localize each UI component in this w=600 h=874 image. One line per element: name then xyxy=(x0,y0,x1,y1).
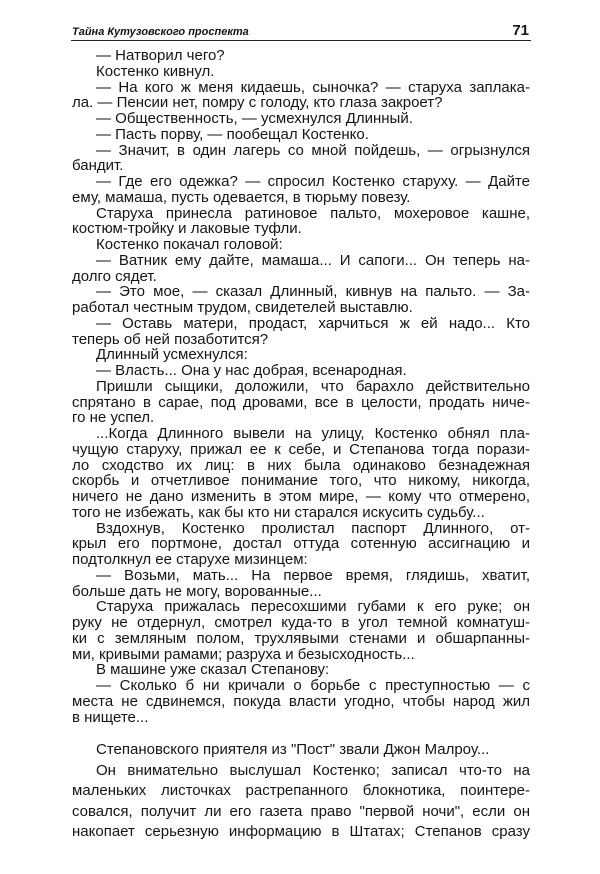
text-line: ничего не дано изменить в этом мире, — кому что отмерено, xyxy=(72,489,530,505)
text-line: ло сходство их лиц: в них была одинаково безнадежная xyxy=(72,457,530,474)
text-line: Степановского приятеля из "Пост" звали Джон Малроу... xyxy=(96,741,490,759)
text-line: ми, кривыми рамами; разруха и безысходность... xyxy=(72,645,415,663)
page-body xyxy=(72,48,530,843)
text-line: Вздохнув, Костенко пролистал паспорт Длинного, от- xyxy=(96,520,530,537)
text-line: накопает серьезную информацию в Штатах; Степанов сразу xyxy=(72,823,530,841)
text-line: работал честным трудом, свидетелей выставлю. xyxy=(72,299,413,316)
text-line: крыл его портмоне, достал оттуда сотенную ассигнацию и xyxy=(72,536,530,552)
text-line: — На кого ж меня кидаешь, сыночка? — старуха заплака- xyxy=(96,79,530,96)
text-line: спрятано в сарае, под дровами, все в целости, продать ниче- xyxy=(72,394,530,411)
text-line: места не сдвинемся, покуда власти угодно, чтобы народ жил xyxy=(72,693,530,710)
text-line: го не успел. xyxy=(72,409,155,427)
text-block-1 xyxy=(72,48,530,725)
text-line: того не избежать, как бы кто ни старался искусить судьбу... xyxy=(72,503,485,521)
text-line: Костенко кивнул. xyxy=(96,62,215,80)
text-line: — Где его одежка? — спросил Костенко старуху. — Дайте xyxy=(96,174,530,190)
text-line: костюм-тройку и лаковые туфли. xyxy=(72,220,302,238)
text-line: Старуха принесла ратиновое пальто, мохеровое кашне, xyxy=(96,205,530,222)
text-line: Длинный усмехнулся: xyxy=(96,346,248,364)
text-line: чущую старуху, прижал ее к себе, и Степанова тогда порази- xyxy=(72,441,530,458)
text-line: долго сядет. xyxy=(72,267,157,285)
text-line: больше дать не могу, ворованные... xyxy=(72,582,322,600)
text-line: — Ватник ему дайте, мамаша... И сапоги... Он теперь на- xyxy=(96,252,530,269)
text-line: совался, получит ли его газета право "первой ночи", если он xyxy=(72,802,530,820)
section-break xyxy=(72,725,530,740)
page-header xyxy=(71,20,531,41)
text-line: Пришли сыщики, доложили, что барахло действительно xyxy=(96,378,530,395)
text-line: — Натворил чего? xyxy=(96,47,225,64)
text-line: руку не отдернул, смотрел куда-то в угол темной комнатуш- xyxy=(72,615,530,631)
text-line: — Это мое, — сказал Длинный, кивнув на пальто. — За- xyxy=(96,284,530,300)
text-line: — Значит, в один лагерь со мной пойдешь, — огрызнулся xyxy=(96,142,530,159)
text-line: теперь об ней позаботится? xyxy=(72,330,269,348)
text-line: ему, мамаша, пусть одевается, в тюрьму повезу. xyxy=(72,188,411,206)
text-line: ла. — Пенсии нет, помру с голоду, кто глаза закроет? xyxy=(72,94,443,112)
text-line: ...Когда Длинного вывели на улицу, Костенко обнял пла- xyxy=(96,426,530,442)
running-title: Тайна Кутузовского проспекта xyxy=(72,26,249,38)
text-line: подтолкнул ее старухе мизинцем: xyxy=(72,551,308,568)
text-line: бандит. xyxy=(72,157,124,175)
text-line: Костенко покачал головой: xyxy=(96,236,283,253)
text-line: — Власть... Она у нас добрая, всенародная. xyxy=(96,362,407,379)
text-line: Он внимательно выслушал Костенко; записал что-то на xyxy=(96,761,530,779)
text-line: маленьких листочках растрепанного блокнотика, поинтере- xyxy=(72,782,530,800)
text-line: — Возьми, мать... На первое время, глядишь, хватит, xyxy=(96,567,530,584)
text-line: Старуха прижалась пересохшими губами к его руке; он xyxy=(96,599,530,615)
text-line: в нищете... xyxy=(72,708,149,726)
page-number: 71 xyxy=(512,22,529,39)
text-line: скорбь и отчетливое понимание того, что никому, никогда, xyxy=(72,473,530,489)
text-line: В машине уже сказал Степанову: xyxy=(96,661,330,679)
text-block-2 xyxy=(72,740,530,843)
text-line: — Общественность, — усмехнулся Длинный. xyxy=(96,110,413,127)
text-line: — Пасть порву, — пообещал Костенко. xyxy=(96,125,369,143)
text-line: — Сколько б ни кричали о борьбе с преступностью — с xyxy=(96,678,530,694)
text-line: ки с земляным полом, трухлявыми стенами и обшарпанны- xyxy=(72,630,530,647)
text-line: — Оставь матери, продаст, харчиться ж ей надо... Кто xyxy=(96,315,530,332)
